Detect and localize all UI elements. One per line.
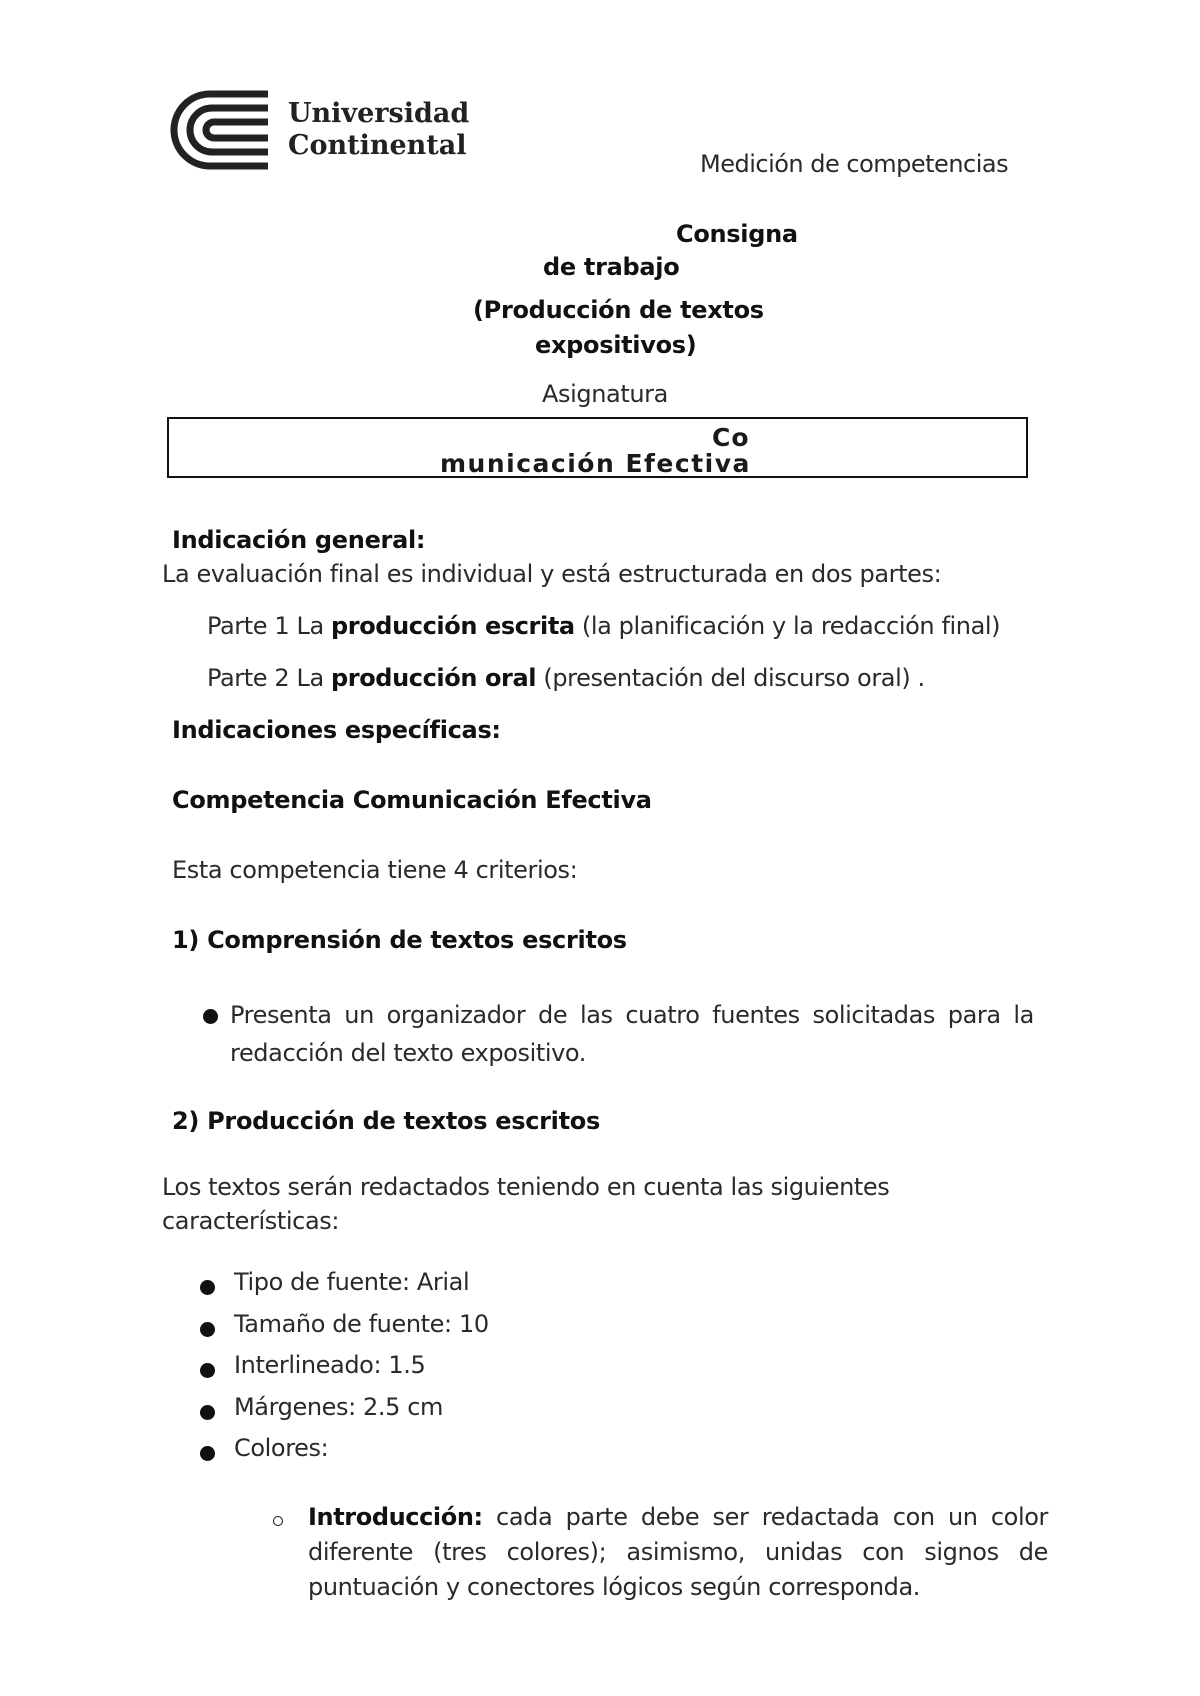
part-1-bold: producción escrita [330, 612, 575, 640]
specific-heading: Indicaciones específicas: [172, 716, 501, 744]
part-2-line [207, 664, 925, 692]
subject-name-part-1: Co [712, 423, 750, 452]
competence-heading: Competencia Comunicación Efectiva [172, 786, 652, 814]
feature-item: Interlineado: 1.5 [234, 1351, 426, 1379]
part-2-rest: (presentación del discurso oral) . [536, 664, 925, 692]
criteria-intro: Esta competencia tiene 4 criterios: [172, 856, 578, 884]
title-line-3: (Producción de textos [473, 296, 764, 324]
introduction-item [308, 1500, 1048, 1605]
bullet-icon [200, 1446, 215, 1461]
general-heading: Indicación general: [172, 526, 426, 554]
title-line-4: expositivos) [535, 331, 697, 359]
part-2-prefix: Parte 2 La [207, 664, 331, 692]
introduction-label: Introducción: [308, 1503, 483, 1531]
introduction-text: cada parte debe ser redactada con un color diferente (tres colores); asimismo, unidas con signos de puntuación y conectores lógicos según corresponda. [308, 1503, 1048, 1601]
part-1-prefix: Parte 1 La [207, 612, 331, 640]
title-line-2: de trabajo [543, 253, 680, 281]
feature-item: Márgenes: 2.5 cm [234, 1393, 444, 1421]
title-line-1: Consigna [676, 220, 798, 248]
bullet-icon [200, 1363, 215, 1378]
feature-item: Tipo de fuente: Arial [234, 1268, 470, 1296]
bullet-icon [200, 1405, 215, 1420]
part-1-line [207, 612, 1000, 640]
circle-bullet-icon [273, 1516, 283, 1526]
criterion-2-intro: Los textos serán redactados teniendo en cuenta las siguientes características: [162, 1173, 890, 1235]
feature-item: Colores: [234, 1434, 329, 1462]
criterion-1-heading: 1) Comprensión de textos escritos [172, 926, 627, 954]
criterion-2-heading: 2) Producción de textos escritos [172, 1107, 600, 1135]
logo-line-2: Continental [288, 130, 467, 161]
feature-item: Tamaño de fuente: 10 [234, 1310, 489, 1338]
part-1-rest: (la planificación y la redacción final) [574, 612, 1001, 640]
criterion-1-bullet-text: Presenta un organizador de las cuatro fuentes solicitadas para la redacción del texto expositivo. [230, 1001, 1034, 1067]
bullet-icon [200, 1280, 215, 1295]
logo-line-1: Universidad [288, 98, 470, 129]
general-intro: La evaluación final es individual y está estructurada en dos partes: [162, 560, 942, 588]
logo-wordmark [288, 98, 469, 162]
subject-label: Asignatura [542, 380, 668, 408]
header-label: Medición de competencias [700, 150, 1009, 178]
part-2-bold: producción oral [330, 664, 537, 692]
logo-mark-icon [170, 90, 280, 170]
bullet-icon [200, 1322, 215, 1337]
bullet-icon [203, 1009, 218, 1024]
subject-name-part-2: municación Efectiva [440, 449, 751, 478]
